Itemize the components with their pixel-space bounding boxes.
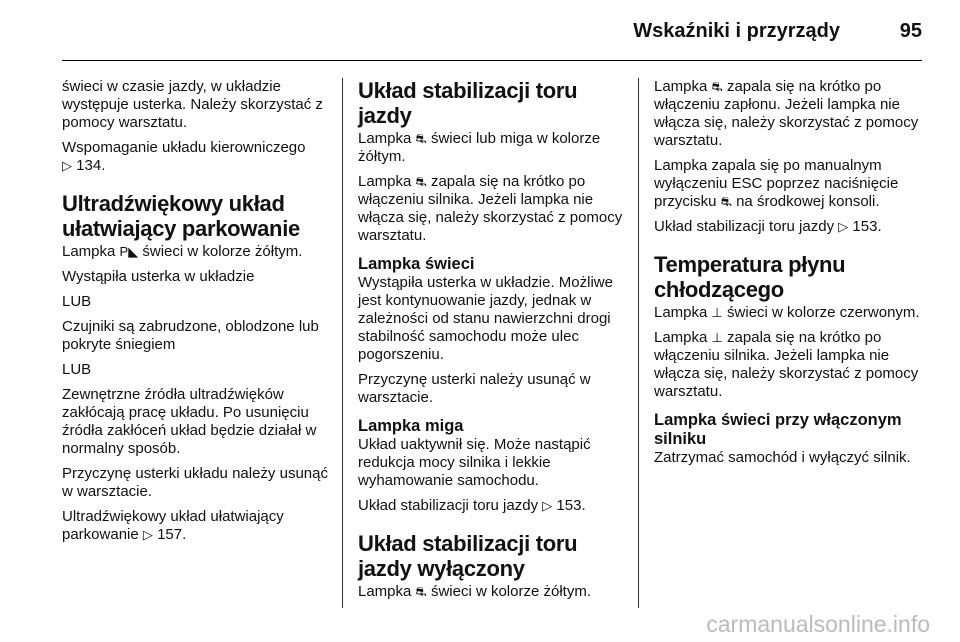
- header-rule: [62, 60, 922, 61]
- esc-warning-icon: ⛐: [415, 174, 427, 189]
- subheading: Lampka świeci: [358, 255, 475, 273]
- paragraph: Lampka ⛐ świeci lub miga w kolorze żółtym.: [358, 130, 601, 165]
- page-ref[interactable]: 153.: [852, 218, 882, 235]
- paragraph: Zatrzymać samochód i wyłączyć silnik.: [654, 449, 911, 466]
- paragraph: Przyczynę usterki układu należy usunąć w warsztacie.: [62, 465, 328, 500]
- paragraph: Ultradźwiękowy układ ułatwiający parkowanie ▷ 157.: [62, 508, 284, 543]
- esc-off-icon: ⛐: [415, 584, 427, 599]
- running-title: Wskaźniki i przyrządy: [633, 20, 840, 42]
- paragraph: Czujniki są zabrudzone, oblodzone lub pokryte śniegiem: [62, 318, 319, 353]
- page-ref-arrow-icon: ▷: [542, 498, 553, 513]
- section-heading: Temperatura płynu chłodzącego: [654, 252, 846, 302]
- paragraph: świeci w czasie jazdy, w układzie występuje usterka. Należy skorzystać z pomocy warsztatu.: [62, 78, 323, 131]
- paragraph: Lampka ⊥ świeci w kolorze czerwonym.: [654, 304, 920, 321]
- page-ref-arrow-icon: ▷: [62, 158, 72, 173]
- paragraph: Lampka ⛐ świeci w kolorze żółtym.: [358, 583, 591, 600]
- paragraph: Układ stabilizacji toru jazdy ▷ 153.: [654, 218, 882, 235]
- paragraph: Układ uaktywnił się. Może nastąpić redukcja mocy silnika i lekkie wyhamowanie samochodu.: [358, 436, 591, 489]
- paragraph: Wspomaganie układu kierowniczego ▷ 134.: [62, 139, 306, 174]
- page-ref-arrow-icon: ▷: [142, 527, 153, 542]
- page-number: 95: [899, 20, 922, 42]
- paragraph: Lampka zapala się po manualnym wyłączeniu ESC poprzez naciśnięcie przycisku ⛐ na środkowej konsoli.: [654, 157, 899, 210]
- section-heading: Układ stabilizacji toru jazdy: [358, 78, 578, 128]
- paragraph: LUB: [62, 293, 92, 310]
- paragraph: Wystąpiła usterka w układzie. Możliwe jest kontynuowanie jazdy, jednak w zależności od stanu nawierzchni drogi stabilność samochodu może ulec pogorszeniu.: [358, 274, 613, 363]
- esc-off-icon: ⛐: [711, 79, 723, 94]
- column-divider: [638, 78, 639, 608]
- subheading: Lampka miga: [358, 417, 464, 435]
- subheading: Lampka świeci przy włączonym silniku: [654, 411, 902, 448]
- paragraph: Lampka ⛐ zapala się na krótko po włączeniu silnika. Jeżeli lampka nie włącza się, należy skorzystać z pomocy warsztatu.: [358, 173, 623, 244]
- column-divider: [342, 78, 343, 608]
- page-ref[interactable]: 153.: [556, 497, 586, 514]
- paragraph: LUB: [62, 361, 92, 378]
- paragraph: Zewnętrzne źródła ultradźwięków zakłócają pracę układu. Po usunięciu źródła zakłóceń układ będzie działał w normalny sposób.: [62, 386, 317, 457]
- parking-assist-icon: P◣: [119, 244, 139, 259]
- paragraph: Lampka P◣ świeci w kolorze żółtym.: [62, 243, 303, 260]
- esc-warning-icon: ⛐: [415, 131, 427, 146]
- section-heading: Układ stabilizacji toru jazdy wyłączony: [358, 531, 578, 581]
- coolant-temp-icon: ⊥: [711, 330, 723, 345]
- column-1: [62, 78, 330, 551]
- page-header: [0, 0, 960, 60]
- page-ref[interactable]: 134.: [76, 157, 106, 174]
- esc-off-icon: ⛐: [720, 194, 732, 209]
- paragraph: Przyczynę usterki należy usunąć w warsztacie.: [358, 371, 591, 406]
- column-3: [654, 78, 922, 474]
- section-heading: Ultradźwiękowy układ ułatwiający parkowanie: [62, 191, 300, 241]
- paragraph: Lampka ⊥ zapala się na krótko po włączeniu silnika. Jeżeli lampka nie włącza się, należy skorzystać z pomocy warsztatu.: [654, 329, 919, 400]
- watermark: carmanualsonline.info: [706, 611, 930, 637]
- page-ref-arrow-icon: ▷: [838, 219, 849, 234]
- paragraph: Wystąpiła usterka w układzie: [62, 268, 255, 285]
- paragraph: Układ stabilizacji toru jazdy ▷ 153.: [358, 497, 586, 514]
- coolant-temp-icon: ⊥: [711, 305, 723, 320]
- paragraph: Lampka ⛐ zapala się na krótko po włączeniu zapłonu. Jeżeli lampka nie włącza się, należy skorzystać z pomocy warsztatu.: [654, 78, 919, 149]
- column-2: [358, 78, 624, 608]
- page-ref[interactable]: 157.: [157, 526, 187, 543]
